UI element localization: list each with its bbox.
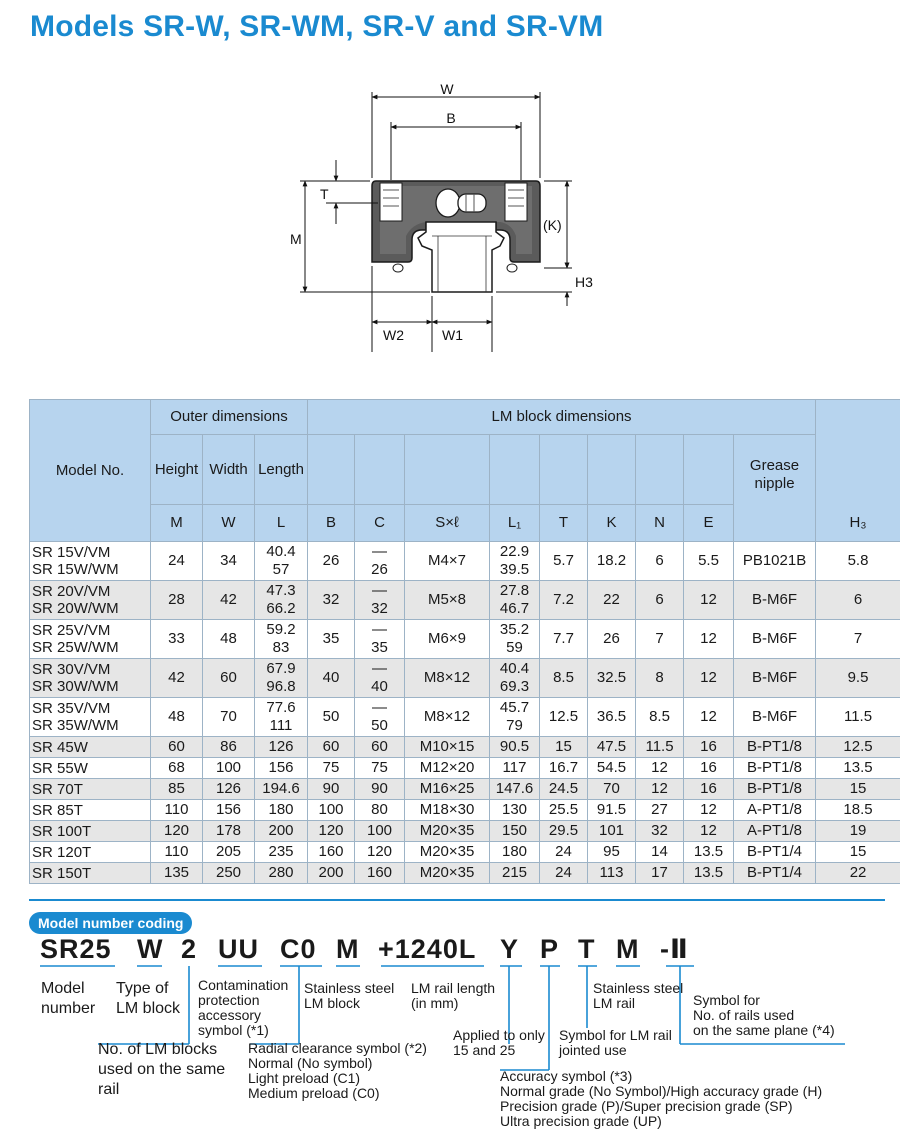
cell-k: 26	[588, 620, 636, 659]
cell-m: 68	[151, 758, 203, 779]
cell-c: — 50	[355, 698, 405, 737]
cell-t: 12.5	[540, 698, 588, 737]
cell-h3: 9.5	[816, 659, 900, 698]
page-title: Models SR-W, SR-WM, SR-V and SR-VM	[30, 10, 604, 43]
cell-l: 77.6 111	[255, 698, 308, 737]
cell-b: 100	[308, 800, 355, 821]
model-cell: SR 15V/VM SR 15W/WM	[30, 542, 151, 581]
cell-c: — 26	[355, 542, 405, 581]
cell-t: 5.7	[540, 542, 588, 581]
cell-g: B-M6F	[734, 581, 816, 620]
label-stainless-rail: Stainless steel LM rail	[593, 980, 684, 1011]
model-number-coding-badge: Model number coding	[29, 912, 192, 934]
cell-l: 59.2 83	[255, 620, 308, 659]
code-part-w: W	[137, 934, 164, 964]
label-W1: W1	[442, 327, 463, 343]
cell-t: 24	[540, 842, 588, 863]
cell-l: 67.9 96.8	[255, 659, 308, 698]
cell-c: — 40	[355, 659, 405, 698]
label-B: B	[446, 110, 456, 126]
cell-m: 120	[151, 821, 203, 842]
cell-s: M6×9	[405, 620, 490, 659]
height-header: Height	[151, 435, 203, 505]
code-part-c0: C0	[280, 934, 317, 964]
cell-b: 26	[308, 542, 355, 581]
cell-m: 85	[151, 779, 203, 800]
cell-l1: 22.9 39.5	[490, 542, 540, 581]
model-header: Model No.	[30, 400, 151, 542]
cell-w: 60	[203, 659, 255, 698]
label-W2: W2	[383, 327, 404, 343]
cell-w: 42	[203, 581, 255, 620]
sym-C: C	[355, 505, 405, 542]
cell-k: 22	[588, 581, 636, 620]
code-part-length: +1240L	[378, 934, 477, 964]
cell-t: 7.2	[540, 581, 588, 620]
cell-g: B-PT1/4	[734, 863, 816, 884]
cell-m: 33	[151, 620, 203, 659]
label-accuracy: Accuracy symbol (*3) Normal grade (No Symbol)/High accuracy grade (H) Precision grade (P)/Super precision grade (SP) Ultra precision grade (UP)	[500, 1068, 823, 1129]
cell-k: 91.5	[588, 800, 636, 821]
code-part-rails: -Ⅱ	[660, 934, 689, 964]
cell-e: 16	[684, 779, 734, 800]
cell-n: 8.5	[636, 698, 684, 737]
cell-m: 28	[151, 581, 203, 620]
cell-w: 70	[203, 698, 255, 737]
cell-l: 200	[255, 821, 308, 842]
cell-l1: 147.6	[490, 779, 540, 800]
code-part-m2: M	[616, 934, 640, 964]
sym-L: L	[255, 505, 308, 542]
sym-S: S×ℓ	[405, 505, 490, 542]
model-cell: SR 45W	[30, 737, 151, 758]
cell-t: 25.5	[540, 800, 588, 821]
model-cell: SR 100T	[30, 821, 151, 842]
cell-c: 80	[355, 800, 405, 821]
cell-k: 101	[588, 821, 636, 842]
cell-b: 50	[308, 698, 355, 737]
cell-n: 12	[636, 779, 684, 800]
cell-g: B-M6F	[734, 698, 816, 737]
model-cell: SR 20V/VM SR 20W/WM	[30, 581, 151, 620]
cell-w: 205	[203, 842, 255, 863]
cell-m: 60	[151, 737, 203, 758]
cell-t: 16.7	[540, 758, 588, 779]
cell-n: 17	[636, 863, 684, 884]
cell-s: M8×12	[405, 659, 490, 698]
cell-s: M18×30	[405, 800, 490, 821]
cell-c: — 35	[355, 620, 405, 659]
cell-m: 48	[151, 698, 203, 737]
cell-c: 75	[355, 758, 405, 779]
label-lm-block-type: Type of LM block	[116, 980, 181, 1017]
cell-s: M8×12	[405, 698, 490, 737]
cell-e: 12	[684, 800, 734, 821]
cell-l1: 35.2 59	[490, 620, 540, 659]
cell-l1: 40.4 69.3	[490, 659, 540, 698]
cell-l: 47.3 66.2	[255, 581, 308, 620]
cell-s: M5×8	[405, 581, 490, 620]
cell-t: 8.5	[540, 659, 588, 698]
cell-l: 235	[255, 842, 308, 863]
code-part-p: P	[540, 934, 560, 964]
sym-N: N	[636, 505, 684, 542]
cell-t: 7.7	[540, 620, 588, 659]
outer-dimensions-header: Outer dimensions	[151, 400, 308, 435]
cell-g: B-M6F	[734, 620, 816, 659]
cell-h3: 15	[816, 779, 900, 800]
cell-b: 32	[308, 581, 355, 620]
cell-h3: 22	[816, 863, 900, 884]
cell-t: 29.5	[540, 821, 588, 842]
cell-n: 14	[636, 842, 684, 863]
cell-k: 54.5	[588, 758, 636, 779]
cell-b: 160	[308, 842, 355, 863]
label-rail-length: LM rail length (in mm)	[411, 980, 496, 1011]
cell-n: 32	[636, 821, 684, 842]
cell-l: 194.6	[255, 779, 308, 800]
code-part-sr25: SR25	[40, 934, 112, 964]
sym-M: M	[151, 505, 203, 542]
cell-g: PB1021B	[734, 542, 816, 581]
cell-l: 180	[255, 800, 308, 821]
cell-e: 12	[684, 620, 734, 659]
sym-B: B	[308, 505, 355, 542]
cell-l1: 215	[490, 863, 540, 884]
label-num-blocks: No. of LM blocks used on the same rail	[98, 1041, 226, 1098]
cell-s: M16×25	[405, 779, 490, 800]
cell-k: 36.5	[588, 698, 636, 737]
code-part-2: 2	[181, 934, 198, 964]
label-M: M	[290, 231, 302, 247]
cell-h3: 7	[816, 620, 900, 659]
cell-e: 5.5	[684, 542, 734, 581]
cell-m: 42	[151, 659, 203, 698]
cell-l: 40.4 57	[255, 542, 308, 581]
cell-m: 110	[151, 800, 203, 821]
cell-l1: 150	[490, 821, 540, 842]
cell-s: M20×35	[405, 863, 490, 884]
cell-b: 90	[308, 779, 355, 800]
code-part-t: T	[578, 934, 596, 964]
sym-L1: L₁	[490, 505, 540, 542]
cell-w: 156	[203, 800, 255, 821]
cell-c: 100	[355, 821, 405, 842]
cell-n: 6	[636, 581, 684, 620]
cell-g: B-PT1/8	[734, 758, 816, 779]
cell-h3: 18.5	[816, 800, 900, 821]
cell-l1: 130	[490, 800, 540, 821]
cell-l1: 45.7 79	[490, 698, 540, 737]
cell-w: 250	[203, 863, 255, 884]
cell-h3: 6	[816, 581, 900, 620]
cell-h3: 13.5	[816, 758, 900, 779]
grease-nipple-header: Grease nipple	[734, 435, 816, 542]
cell-w: 86	[203, 737, 255, 758]
label-rails-symbol: Symbol for No. of rails used on the same plane (*4)	[693, 992, 835, 1038]
cell-c: 90	[355, 779, 405, 800]
cell-w: 100	[203, 758, 255, 779]
cell-b: 40	[308, 659, 355, 698]
cell-g: B-M6F	[734, 659, 816, 698]
cell-b: 120	[308, 821, 355, 842]
cell-k: 95	[588, 842, 636, 863]
cell-l1: 117	[490, 758, 540, 779]
cell-m: 135	[151, 863, 203, 884]
cell-c: 120	[355, 842, 405, 863]
cell-s: M10×15	[405, 737, 490, 758]
cell-m: 110	[151, 842, 203, 863]
cell-e: 16	[684, 758, 734, 779]
sym-W: W	[203, 505, 255, 542]
model-cell: SR 70T	[30, 779, 151, 800]
label-W: W	[440, 81, 454, 97]
cell-w: 34	[203, 542, 255, 581]
code-part-y: Y	[500, 934, 520, 964]
model-cell: SR 120T	[30, 842, 151, 863]
cell-w: 126	[203, 779, 255, 800]
cell-e: 13.5	[684, 842, 734, 863]
cell-e: 12	[684, 659, 734, 698]
cell-b: 200	[308, 863, 355, 884]
cell-c: — 32	[355, 581, 405, 620]
model-cell: SR 35V/VM SR 35W/WM	[30, 698, 151, 737]
cell-s: M12×20	[405, 758, 490, 779]
sym-E: E	[684, 505, 734, 542]
label-K: (K)	[543, 217, 562, 233]
cell-t: 24	[540, 863, 588, 884]
model-cell: SR 150T	[30, 863, 151, 884]
cell-e: 12	[684, 581, 734, 620]
cell-s: M20×35	[405, 842, 490, 863]
cell-c: 60	[355, 737, 405, 758]
cell-w: 48	[203, 620, 255, 659]
cell-n: 6	[636, 542, 684, 581]
cell-m: 24	[151, 542, 203, 581]
cell-g: A-PT1/8	[734, 800, 816, 821]
cell-b: 35	[308, 620, 355, 659]
code-part-uu: UU	[218, 934, 259, 964]
cell-e: 12	[684, 821, 734, 842]
cell-n: 27	[636, 800, 684, 821]
sym-K: K	[588, 505, 636, 542]
cell-t: 15	[540, 737, 588, 758]
cell-e: 12	[684, 698, 734, 737]
model-cell: SR 55W	[30, 758, 151, 779]
cell-h3: 12.5	[816, 737, 900, 758]
cell-l1: 90.5	[490, 737, 540, 758]
length-header: Length	[255, 435, 308, 505]
cell-k: 47.5	[588, 737, 636, 758]
cell-l1: 27.8 46.7	[490, 581, 540, 620]
sym-T: T	[540, 505, 588, 542]
cell-n: 11.5	[636, 737, 684, 758]
label-applied-only: Applied to only 15 and 25	[453, 1027, 545, 1058]
cell-k: 18.2	[588, 542, 636, 581]
cell-h3: 15	[816, 842, 900, 863]
cell-g: B-PT1/4	[734, 842, 816, 863]
cell-e: 13.5	[684, 863, 734, 884]
cell-c: 160	[355, 863, 405, 884]
cell-l: 156	[255, 758, 308, 779]
cell-b: 75	[308, 758, 355, 779]
cell-k: 70	[588, 779, 636, 800]
label-stainless-block: Stainless steel LM block	[304, 980, 395, 1011]
cell-g: B-PT1/8	[734, 779, 816, 800]
cell-l: 126	[255, 737, 308, 758]
cell-b: 60	[308, 737, 355, 758]
label-H3: H3	[575, 274, 593, 290]
cell-g: B-PT1/8	[734, 737, 816, 758]
cell-l: 280	[255, 863, 308, 884]
label-rail-jointed: Symbol for LM rail jointed use	[559, 1027, 672, 1058]
cell-e: 16	[684, 737, 734, 758]
cell-n: 12	[636, 758, 684, 779]
cell-h3: 19	[816, 821, 900, 842]
cell-h3: 11.5	[816, 698, 900, 737]
cell-t: 24.5	[540, 779, 588, 800]
model-cell: SR 25V/VM SR 25W/WM	[30, 620, 151, 659]
label-T: T	[320, 186, 329, 202]
cell-s: M4×7	[405, 542, 490, 581]
cell-l1: 180	[490, 842, 540, 863]
label-radial-clearance: Radial clearance symbol (*2) Normal (No symbol) Light preload (C1) Medium preload (C0)	[248, 1040, 427, 1101]
cell-n: 8	[636, 659, 684, 698]
cell-n: 7	[636, 620, 684, 659]
sym-H3: H₃	[816, 505, 900, 542]
cell-k: 113	[588, 863, 636, 884]
model-cell: SR 85T	[30, 800, 151, 821]
label-contamination: Contamination protection accessory symbol (*1)	[198, 977, 289, 1038]
model-cell: SR 30V/VM SR 30W/WM	[30, 659, 151, 698]
cell-w: 178	[203, 821, 255, 842]
code-part-m: M	[336, 934, 360, 964]
cell-s: M20×35	[405, 821, 490, 842]
lm-block-dimensions-header: LM block dimensions	[308, 400, 816, 435]
cell-k: 32.5	[588, 659, 636, 698]
label-model-number: Model number	[41, 980, 96, 1017]
cell-g: A-PT1/8	[734, 821, 816, 842]
width-header: Width	[203, 435, 255, 505]
cell-h3: 5.8	[816, 542, 900, 581]
